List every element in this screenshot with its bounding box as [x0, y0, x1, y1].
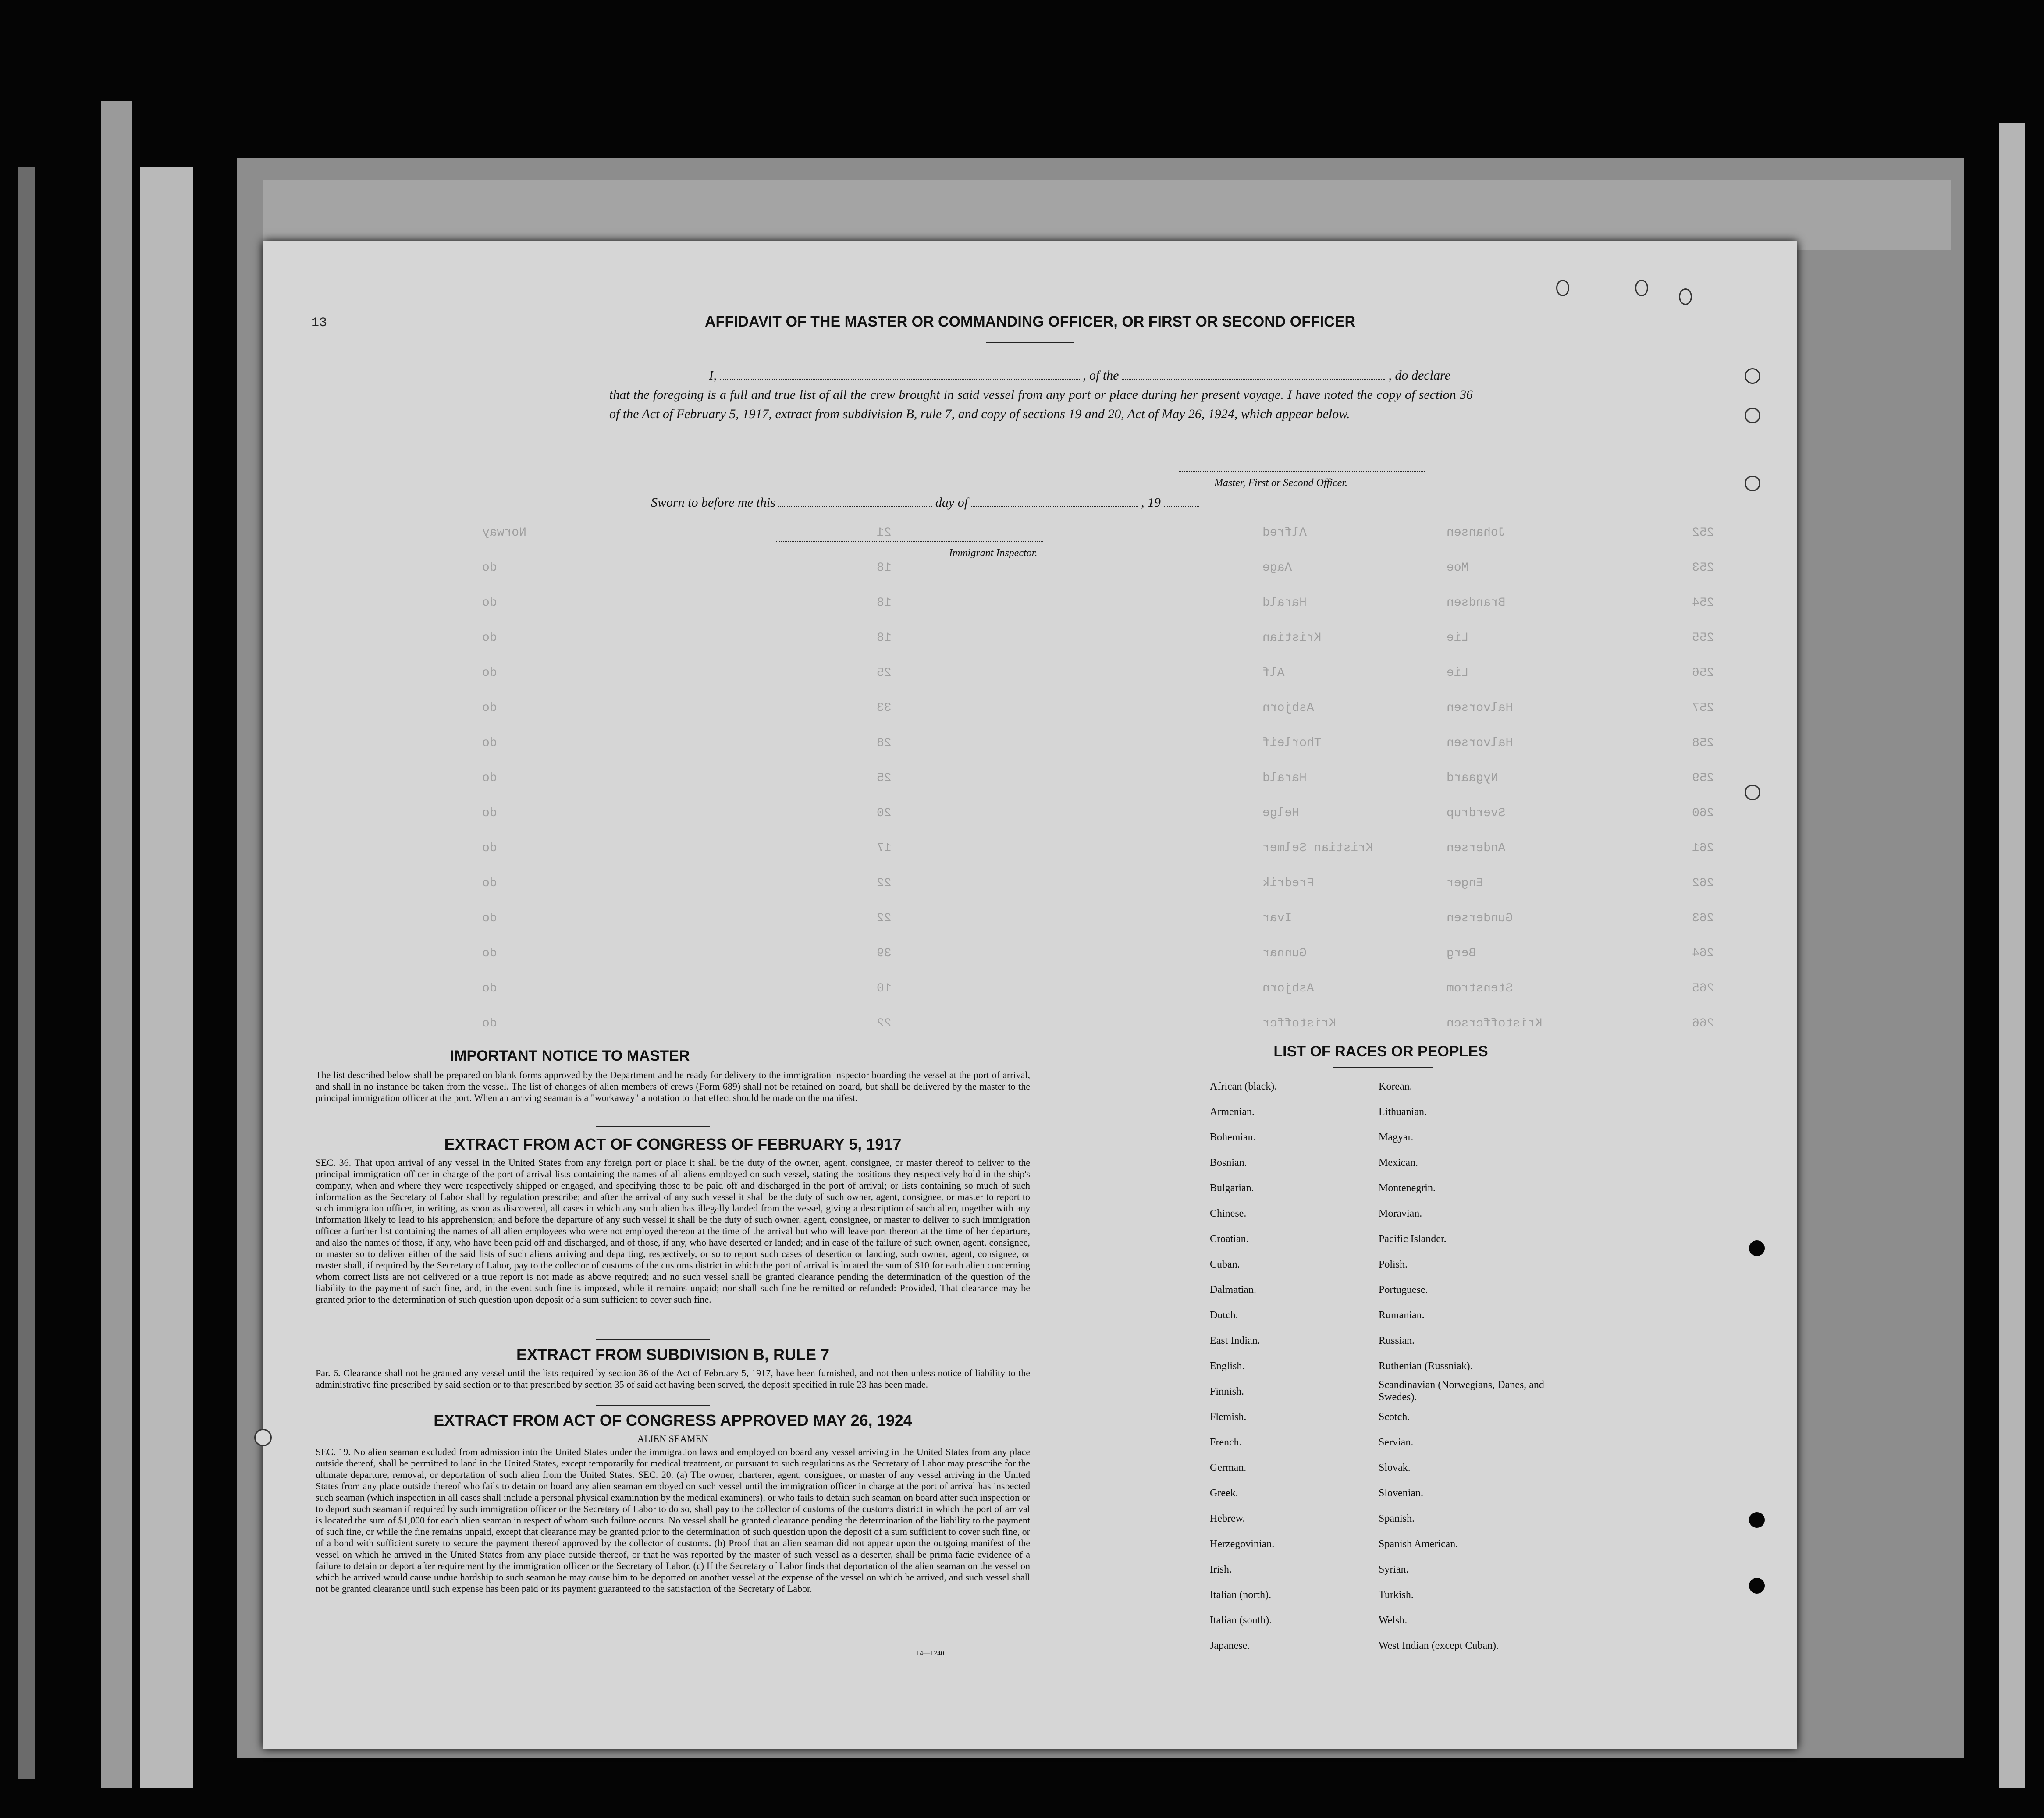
race-item: German.: [1210, 1462, 1247, 1474]
ghost-age: 21: [877, 526, 892, 540]
ghost-row: [482, 666, 1753, 684]
ghost-age: 10: [877, 982, 892, 995]
race-item: Herzegovinian.: [1210, 1538, 1275, 1550]
ghost-row: [482, 842, 1753, 859]
ghost-age: 22: [877, 1017, 892, 1030]
ghost-num: 260: [1692, 806, 1714, 820]
race-item: Ruthenian (Russniak).: [1379, 1360, 1473, 1372]
race-item: Armenian.: [1210, 1106, 1255, 1118]
race-item: Italian (north).: [1210, 1589, 1271, 1601]
race-item: Rumanian.: [1379, 1310, 1425, 1321]
of-the-label: , of the: [1083, 368, 1119, 383]
race-item: Bohemian.: [1210, 1132, 1256, 1143]
ghost-given: Asbjorn: [1262, 701, 1314, 715]
race-item: Chinese.: [1210, 1208, 1247, 1219]
ghost-place: do: [482, 912, 497, 925]
ghost-age: 25: [877, 666, 892, 680]
inspector-signature-line: [776, 541, 1043, 542]
month-blank: [971, 506, 1138, 507]
ghost-surname: Andersen: [1447, 842, 1506, 855]
race-item: Servian.: [1379, 1437, 1414, 1448]
ghost-place: do: [482, 771, 497, 785]
master-label: Master, First or Second Officer.: [1214, 477, 1347, 489]
race-item: Dalmatian.: [1210, 1284, 1256, 1296]
ghost-surname: Lie: [1447, 631, 1469, 645]
punch-hole: [1679, 288, 1692, 305]
ghost-place: do: [482, 701, 497, 715]
sworn-line: [651, 493, 1484, 512]
punch-hole: [1745, 476, 1760, 491]
ghost-num: 266: [1692, 1017, 1714, 1030]
ghost-age: 18: [877, 631, 892, 645]
races-right-column: [1379, 1074, 1554, 1658]
race-item: Japanese.: [1210, 1640, 1250, 1651]
punch-hole: [254, 1429, 272, 1446]
ghost-num: 257: [1692, 701, 1714, 715]
race-item: Turkish.: [1379, 1589, 1414, 1601]
day-of-label: day of: [935, 495, 968, 510]
race-item: Cuban.: [1210, 1259, 1240, 1270]
ghost-given: Thorleif: [1262, 736, 1322, 750]
ghost-place: do: [482, 1017, 497, 1030]
declaration-line: [609, 366, 1473, 385]
ghost-num: 265: [1692, 982, 1714, 995]
race-item: West Indian (except Cuban).: [1379, 1640, 1499, 1651]
ghost-age: 18: [877, 596, 892, 610]
ghost-num: 253: [1692, 561, 1714, 575]
race-item: Russian.: [1379, 1335, 1415, 1346]
act-1924-text: SEC. 19. No alien seaman excluded from admission into the United States under the immigration laws and employed on board any vessel arriving in the United States from any place outside thereof, shall be permitted to land in the United States, except temporarily for medical treatment, or pursuant to such regulations as the Secretary of Labor may prescribe for the ultimate departure, removal, or deportation of such alien from the United States. SEC. 20. (a) The owner, charterer, agent, consignee, or master of any vessel arriving in the United States from any place outside thereof who fails to detain on board any alien seaman employed on such vessel until the immigration officer in charge at the port of arrival has inspected such seaman (which inspection in all cases shall include a personal physical examination by the medical examiners), or who fails to detain such seaman on board after such inspection or to deport such seaman if required by such immigration officer or the Secretary of Labor to do so, shall pay to the collector of customs of the customs district in which the port of arrival is located the sum of $1,000 for each alien seaman in respect of whom such failure occurs. No vessel shall be granted clearance pending the determination of the liability to the payment of such fine, or while the fine remains unpaid, except that clearance may be granted prior to the determination of such question upon the deposit of a sum sufficient to cover such fine, or of a bond with sufficient surety to secure the payment thereof approved by the collector of customs. (b) Proof that an alien seaman did not appear upon the outgoing manifest of the vessel on which he arrived in the United States from any place outside thereof, or that he was reported by the master of such vessel as a deserter, shall be prima facie evidence of a failure to detain or deport after requirement by the immigration officer or the Secretary of Labor. (c) If the Secretary of Labor finds that deportation of the alien seaman on the vessel on which he arrived would cause undue hardship to such seaman he may cause him to be deported on another vessel at the expense of the vessel on which he arrived, and such vessel shall not be granted clearance until such expense has been paid or its payment guaranteed to the satisfaction of the Secretary of Labor.: [316, 1446, 1030, 1594]
act-1917-title: EXTRACT FROM ACT OF CONGRESS OF FEBRUARY 5, 1917: [444, 1135, 902, 1153]
ghost-num: 264: [1692, 947, 1714, 960]
ghost-surname: Brandsen: [1447, 596, 1506, 610]
race-item: Scotch.: [1379, 1411, 1410, 1423]
ghost-age: 25: [877, 771, 892, 785]
i-label: I,: [709, 368, 717, 383]
act-1924-title: EXTRACT FROM ACT OF CONGRESS APPROVED MAY 26, 1924: [434, 1411, 912, 1429]
sworn-day-blank: [778, 506, 932, 507]
ghost-surname: Halvorsen: [1447, 701, 1513, 715]
back-sheet-header: [263, 180, 1951, 250]
race-item: Korean.: [1379, 1081, 1412, 1092]
ghost-place: do: [482, 666, 497, 680]
ghost-surname: Nygaard: [1447, 771, 1498, 785]
form-number: 14—1240: [916, 1650, 944, 1657]
sworn-label: Sworn to before me this: [651, 495, 775, 510]
title-underline: [986, 342, 1074, 343]
ghost-age: 22: [877, 912, 892, 925]
race-item: Polish.: [1379, 1259, 1408, 1270]
punch-hole: [1556, 280, 1569, 296]
punch-hole: [1745, 408, 1760, 423]
ghost-age: 28: [877, 736, 892, 750]
race-item: Croatian.: [1210, 1233, 1249, 1245]
affidavit-title: AFFIDAVIT OF THE MASTER OR COMMANDING OFFICER, OR FIRST OR SECOND OFFICER: [705, 313, 1355, 330]
declare-label: , do declare: [1388, 368, 1450, 383]
punch-hole: [1749, 1512, 1765, 1528]
punch-hole: [1749, 1578, 1765, 1594]
ghost-surname: Kristoffersen: [1447, 1017, 1543, 1030]
ghost-surname: Berg: [1447, 947, 1476, 960]
race-item: Spanish American.: [1379, 1538, 1458, 1550]
ghost-row: [482, 736, 1753, 754]
punch-hole: [1635, 280, 1648, 296]
ghost-surname: Sverdrup: [1447, 806, 1506, 820]
ghost-given: Alf: [1262, 666, 1285, 680]
ghost-row: [482, 631, 1753, 649]
rule-7-title: EXTRACT FROM SUBDIVISION B, RULE 7: [516, 1346, 830, 1364]
affidavit-body: [609, 366, 1473, 424]
race-item: Lithuanian.: [1379, 1106, 1427, 1118]
ghost-num: 252: [1692, 526, 1714, 540]
ghost-surname: Halvorsen: [1447, 736, 1513, 750]
ghost-place: do: [482, 877, 497, 890]
race-item: Spanish.: [1379, 1513, 1415, 1524]
ghost-place: do: [482, 631, 497, 645]
race-item: Pacific Islander.: [1379, 1233, 1447, 1245]
race-item: Flemish.: [1210, 1411, 1247, 1423]
race-item: Portuguese.: [1379, 1284, 1428, 1296]
ghost-surname: Johansen: [1447, 526, 1506, 540]
ghost-place: do: [482, 842, 497, 855]
ghost-given: Asbjorn: [1262, 982, 1314, 995]
race-item: Hebrew.: [1210, 1513, 1245, 1524]
notice-divider: [596, 1126, 710, 1127]
race-item: Bulgarian.: [1210, 1182, 1254, 1194]
race-item: Slovenian.: [1379, 1488, 1423, 1499]
ghost-given: Harald: [1262, 771, 1307, 785]
affidavit-page: [263, 241, 1797, 1749]
act-1917-divider: [596, 1339, 710, 1340]
ghost-given: Fredrik: [1262, 877, 1314, 890]
ghost-given: Kristian Selmer: [1262, 842, 1373, 855]
ghost-place: do: [482, 947, 497, 960]
race-item: Dutch.: [1210, 1310, 1238, 1321]
ghost-num: 256: [1692, 666, 1714, 680]
inspector-label: Immigrant Inspector.: [949, 547, 1038, 559]
race-item: Irish.: [1210, 1564, 1232, 1575]
ghost-row: [482, 982, 1753, 999]
act-1924-subtitle: ALIEN SEAMEN: [637, 1433, 708, 1444]
ghost-surname: Moe: [1447, 561, 1469, 575]
ghost-num: 258: [1692, 736, 1714, 750]
left-binder-edge-2: [101, 101, 132, 1788]
declaration-text: that the foregoing is a full and true list of all the crew brought in said vessel from any port or place during her present voyage. I have noted the copy of section 36 of the Act of February 5, 1917, extract from subdivision B, rule 7, and copy of sections 19 and 20, Act of May 26, 1924, which appear below.: [609, 387, 1473, 421]
ghost-num: 254: [1692, 596, 1714, 610]
year-blank: [1164, 506, 1199, 507]
ghost-given: Kristian: [1262, 631, 1322, 645]
ghost-given: Helge: [1262, 806, 1300, 820]
ghost-given: Alfred: [1262, 526, 1307, 540]
race-item: Mexican.: [1379, 1157, 1418, 1168]
races-divider: [1333, 1067, 1433, 1068]
race-item: Scandinavian (Norwegians, Danes, and Swedes).: [1379, 1379, 1544, 1403]
ghost-num: 263: [1692, 912, 1714, 925]
ghost-age: 18: [877, 561, 892, 575]
ghost-place: do: [482, 596, 497, 610]
ghost-surname: Enger: [1447, 877, 1484, 890]
race-item: Syrian.: [1379, 1564, 1409, 1575]
ghost-place: do: [482, 806, 497, 820]
notice-text: The list described below shall be prepared on blank forms approved by the Department and be ready for delivery to the immigration inspector boarding the vessel at the port of arrival, and shall in no instance be taken from the vessel. The list of changes of alien members of crews (Form 689) shall not be retained on board, but shall be delivered by the master to the principal immigration officer at the port. When an arriving seaman is a "workaway" a notation to that effect should be made on the manifest.: [316, 1069, 1030, 1103]
ghost-row: [482, 596, 1753, 614]
ghost-place: do: [482, 736, 497, 750]
ghost-row: [482, 912, 1753, 929]
vessel-blank: [1122, 379, 1385, 380]
left-binder-edge-3: [140, 167, 193, 1788]
ghost-given: Aage: [1262, 561, 1292, 575]
race-item: English.: [1210, 1360, 1245, 1372]
races-left-column: [1210, 1074, 1376, 1658]
race-item: Montenegrin.: [1379, 1182, 1436, 1194]
race-item: African (black).: [1210, 1081, 1277, 1092]
ghost-row: [482, 1017, 1753, 1034]
ghost-surname: Stenstrom: [1447, 982, 1513, 995]
ghost-given: Gunnar: [1262, 947, 1307, 960]
race-item: Welsh.: [1379, 1615, 1408, 1626]
race-item: Greek.: [1210, 1488, 1238, 1499]
ghost-row: [482, 526, 1753, 543]
notice-title: IMPORTANT NOTICE TO MASTER: [450, 1047, 690, 1064]
ghost-age: 17: [877, 842, 892, 855]
ghost-row: [482, 947, 1753, 964]
ghost-row: [482, 877, 1753, 894]
rule-7-divider: [596, 1405, 710, 1406]
ghost-num: 255: [1692, 631, 1714, 645]
ghost-age: 22: [877, 877, 892, 890]
ghost-place: Norway: [482, 526, 526, 540]
left-binder-edge: [18, 167, 35, 1779]
ghost-num: 262: [1692, 877, 1714, 890]
name-blank: [720, 379, 1080, 380]
ghost-place: do: [482, 982, 497, 995]
master-signature-line: [1179, 471, 1425, 472]
race-item: Moravian.: [1379, 1208, 1422, 1219]
ghost-num: 261: [1692, 842, 1714, 855]
race-item: French.: [1210, 1437, 1242, 1448]
year-label: , 19: [1141, 495, 1161, 510]
ghost-given: Ivar: [1262, 912, 1292, 925]
right-binder-edge: [1999, 123, 2025, 1788]
ghost-surname: Gundersen: [1447, 912, 1513, 925]
act-1917-text: SEC. 36. That upon arrival of any vessel in the United States from any foreign port or place it shall be the duty of the owner, agent, consignee, or master thereof to deliver to the principal immigration officer in charge of the port of arrival lists containing the names of all aliens employed on such vessel, stating the positions they respectively hold in the ship's company, when and where they were respectively shipped or engaged, and specifying those to be paid off and discharged in the port of arrival; or lists containing so much of such information as the Secretary of Labor shall by regulation prescribe; and after the arrival of any such vessel it shall be the duty of such owner, agent, consignee, or master to report to such immigration officer, in writing, as soon as discovered, all cases in which any such alien has illegally landed from the vessel, giving a description of such alien, together with any information likely to lead to his apprehension; and before the departure of any such vessel it shall be the duty of such owner, agent, consignee, or master to deliver to such immigration officer a further list containing the names of all alien employees who were not employed thereon at the time of the arrival but who will leave port thereon at the time of her departure, and also the names of those, if any, who have been paid off and discharged, and of those, if any, who have deserted or landed; and in case of the failure of such owner, agent, consignee, or master so to deliver either of the said lists of such aliens arriving and departing, respectively, or so to report such cases of desertion or landing, such owner, agent, consignee, or master shall, if required by the Secretary of Labor, pay to the collector of customs of the customs district in which the port of arrival is located the sum of $10 for each alien concerning whom correct lists are not delivered or a true report is not made as above required; and no such vessel shall be granted clearance pending the determination of the question of the liability to the payment of such fine, and, in the event such fine is imposed, while it remains unpaid; nor shall such fine be remitted or refunded: Provided, That clearance may be granted prior to the determination of such question upon deposit of a sum sufficient to cover such fine.: [316, 1157, 1030, 1305]
punch-hole: [1745, 368, 1760, 384]
race-item: Slovak.: [1379, 1462, 1411, 1474]
ghost-age: 33: [877, 701, 892, 715]
race-item: Italian (south).: [1210, 1615, 1272, 1626]
race-item: Magyar.: [1379, 1132, 1414, 1143]
race-item: Bosnian.: [1210, 1157, 1247, 1168]
ghost-surname: Lie: [1447, 666, 1469, 680]
race-item: Finnish.: [1210, 1386, 1244, 1397]
ghost-row: [482, 771, 1753, 789]
ghost-age: 20: [877, 806, 892, 820]
ghost-age: 39: [877, 947, 892, 960]
ghost-place: do: [482, 561, 497, 575]
ghost-given: Harald: [1262, 596, 1307, 610]
ghost-row: [482, 701, 1753, 719]
race-item: East Indian.: [1210, 1335, 1260, 1346]
races-title: LIST OF RACES OR PEOPLES: [1273, 1043, 1488, 1060]
page-corner-mark: 13: [311, 316, 327, 330]
rule-7-text: Par. 6. Clearance shall not be granted any vessel until the lists required by section 36 of the Act of February 5, 1917, have been furnished, and not then unless notice of liability to the administrative fine prescribed by said section or to that prescribed by section 35 of said act having been served, the deposit specified in rule 23 has been made.: [316, 1367, 1030, 1390]
ghost-row: [482, 561, 1753, 579]
ghost-given: Kristoffer: [1262, 1017, 1337, 1030]
ghost-num: 259: [1692, 771, 1714, 785]
ghost-row: [482, 806, 1753, 824]
